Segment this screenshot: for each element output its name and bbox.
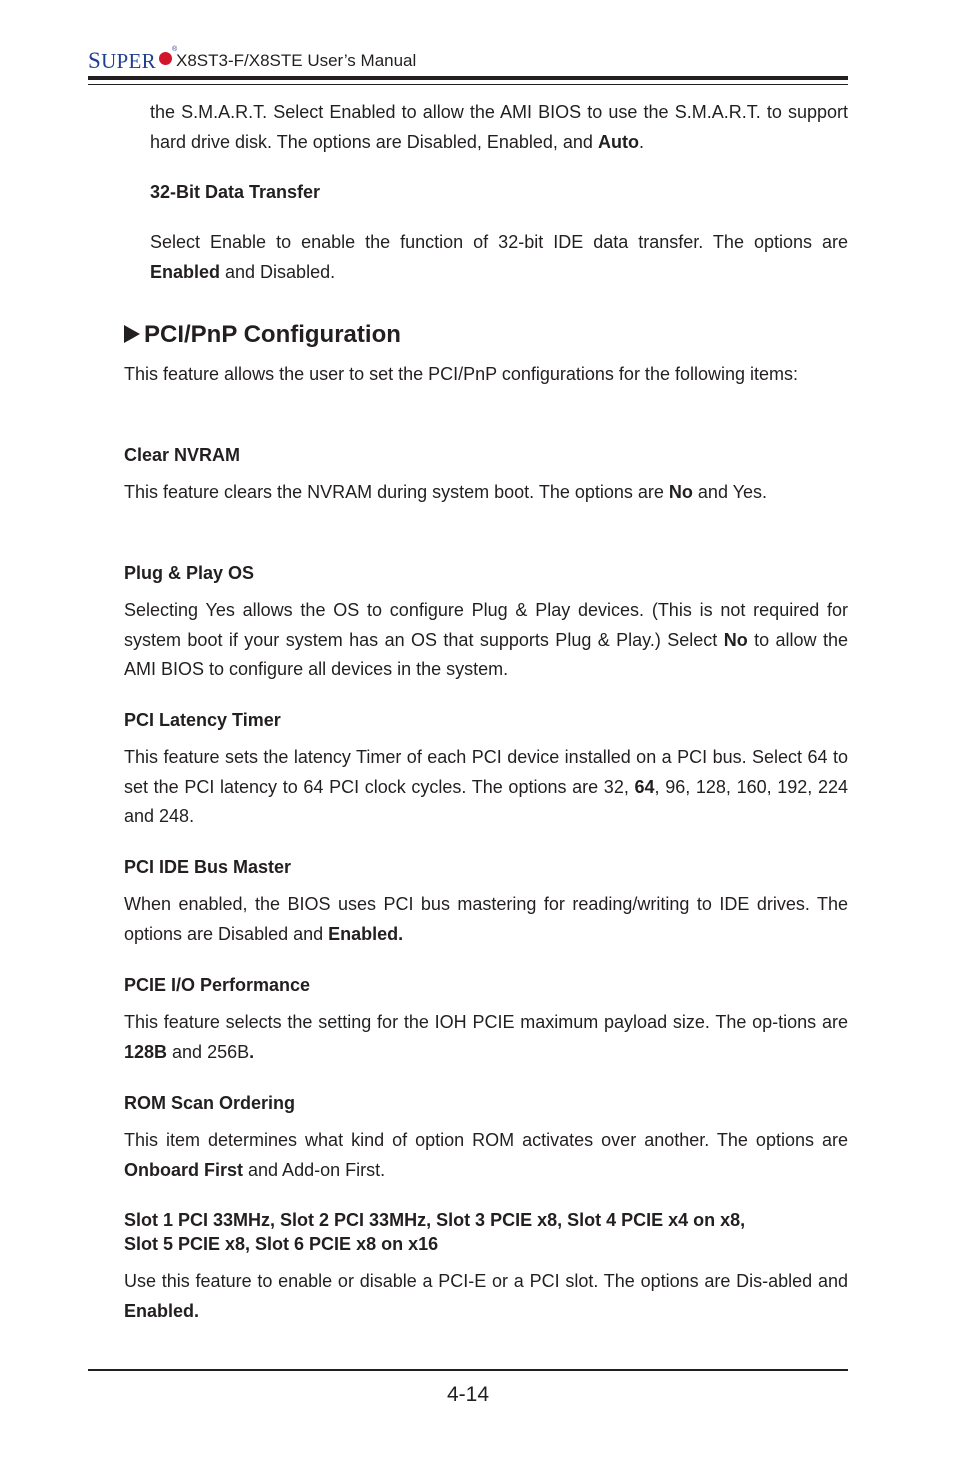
romscan-heading: ROM Scan Ordering: [124, 1093, 296, 1113]
registered-mark: ®: [172, 46, 178, 53]
slots-heading-line1: Slot 1 PCI 33MHz, Slot 2 PCI 33MHz, Slot 3 PCIE x8, Slot 4 PCIE x4 on x8,: [124, 1210, 746, 1230]
header-rule-thick: [88, 76, 848, 80]
latency-paragraph: This feature sets the latency Timer of each PCI device installed on a PCI bus. Select 64 to set the PCI latency to 64 PCI clock cycles. The options are 32, 64, 96, 128, 160, 192, 224 and 248.: [124, 747, 848, 826]
pcie-io-paragraph: This feature selects the setting for the IOH PCIE maximum payload size. The op-tions are 128B and 256B.: [124, 1012, 848, 1062]
romscan-paragraph: This item determines what kind of option ROM activates over another. The options are Onboard First and Add-on First.: [124, 1130, 848, 1180]
footer-rule: [88, 1369, 848, 1371]
supermicro-logo: SUPER: [88, 48, 156, 73]
bit32-heading: 32-Bit Data Transfer: [150, 182, 321, 202]
idemaster-paragraph: When enabled, the BIOS uses PCI bus mastering for reading/writing to IDE drives. The options are Disabled and Enabled.: [124, 894, 848, 944]
section-intro: This feature allows the user to set the PCI/PnP configurations for the following items:: [124, 364, 799, 384]
page-number: 4-14: [446, 1383, 490, 1406]
smart-paragraph: the S.M.A.R.T. Select Enabled to allow the AMI BIOS to use the S.M.A.R.T. to support hard drive disk. The options are Disabled, Enabled, and Auto.: [150, 102, 848, 152]
pnp-paragraph: Selecting Yes allows the OS to configure Plug & Play devices. (This is not required for system boot if your system has an OS that supports Plug & Play.) Select No to allow the AMI BIOS to configure all devices in the system.: [124, 600, 848, 679]
page-header: [88, 46, 848, 76]
nvram-paragraph: This feature clears the NVRAM during system boot. The options are No and Yes.: [124, 482, 767, 502]
manual-title: X8ST3-F/X8STE User’s Manual: [176, 51, 417, 70]
triangle-right-icon: [124, 325, 140, 343]
pcie-io-heading: PCIE I/O Performance: [124, 975, 311, 995]
latency-heading: PCI Latency Timer: [124, 710, 281, 730]
header-rule-thin: [88, 84, 848, 85]
nvram-heading: Clear NVRAM: [124, 445, 241, 465]
logo-dot-icon: [159, 52, 172, 65]
slots-paragraph: Use this feature to enable or disable a PCI-E or a PCI slot. The options are Dis-abled and Enabled.: [124, 1271, 848, 1321]
bit32-paragraph: Select Enable to enable the function of 32-bit IDE data transfer. The options are Enabled and Disabled.: [150, 232, 848, 282]
slots-heading-line2: Slot 5 PCIE x8, Slot 6 PCIE x8 on x16: [124, 1234, 439, 1254]
pnp-heading: Plug & Play OS: [124, 563, 255, 583]
section-title: PCI/PnP Configuration: [124, 320, 401, 350]
idemaster-heading: PCI IDE Bus Master: [124, 857, 292, 877]
